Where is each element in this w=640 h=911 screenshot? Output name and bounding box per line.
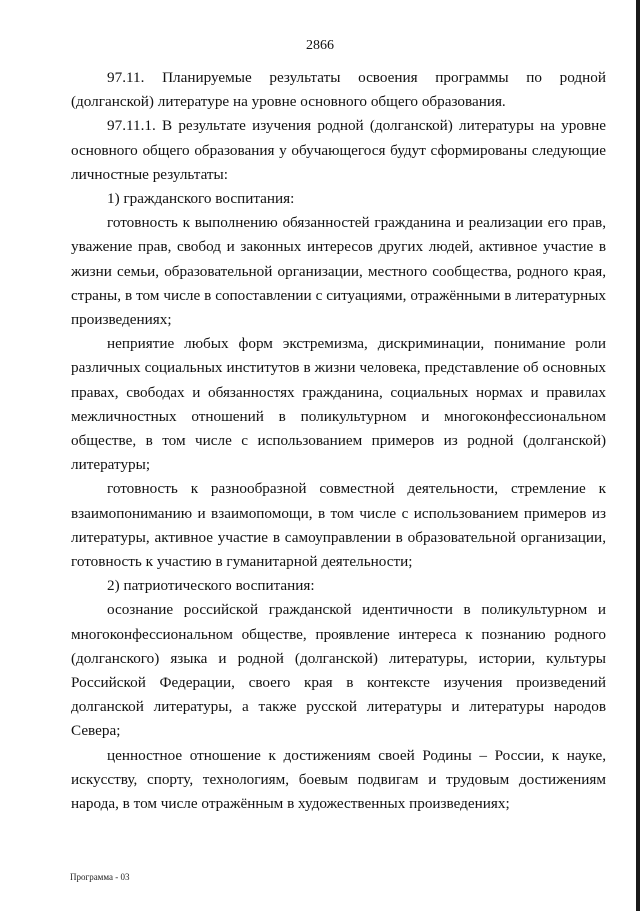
scan-edge-shadow bbox=[636, 0, 640, 911]
paragraph-section-heading: 97.11. Планируемые результаты освоения программы по родной (долганской) литературе на уровне основного общего образования. bbox=[71, 69, 606, 111]
paragraph-civic-extremism: неприятие любых форм экстремизма, дискриминации, понимание роли различных социальных институтов в жизни человека, представление об основных правах, свободах и обязанностях гражданина, социальных нормах и правилах межличностных отношений в поликультурном и многоконфессиональном обществе, в том числе с использованием примеров из родной (долганской) литературы; bbox=[71, 335, 606, 474]
footer-label: Программа - 03 bbox=[70, 872, 130, 882]
paragraph-patriotic-identity: осознание российской гражданской идентичности в поликультурном и многоконфессиональном обществе, проявление интереса к познанию родного (долганского) языка и родной (долганской) литературы, истории, культуры Российской Федерации, своего края в контексте изучения произведений долганской литературы, а также русской литературы и литературы народов Севера; bbox=[71, 601, 606, 740]
paragraph-patriotic-heading: 2) патриотического воспитания: bbox=[107, 577, 315, 595]
paragraph-civic-duties: готовность к выполнению обязанностей гражданина и реализации его прав, уважение прав, свобод и законных интересов других людей, активное участие в жизни семьи, образовательной организации, местного сообщества, родного края, страны, в том числе в сопоставлении с ситуациями, отражёнными в литературных произведениях; bbox=[71, 214, 606, 329]
page-number: 2866 bbox=[306, 38, 334, 53]
paragraph-civic-heading: 1) гражданского воспитания: bbox=[107, 190, 295, 208]
paragraph-civic-cooperation: готовность к разнообразной совместной деятельности, стремление к взаимопониманию и взаимопомощи, в том числе с использованием примеров из литературы, активное участие в самоуправлении в образовательной организации, готовность к участию в гуманитарной деятельности; bbox=[71, 480, 606, 571]
paragraph-patriotic-values: ценностное отношение к достижениям своей Родины – России, к науке, искусству, спорту, технологиям, боевым подвигам и трудовым достижениям народа, в том числе отражённым в художественных произведениях; bbox=[71, 746, 606, 813]
paragraph-intro: 97.11.1. В результате изучения родной (долганской) литературы на уровне основного общего образования у обучающегося будут сформированы следующие личностные результаты: bbox=[71, 117, 606, 183]
document-body bbox=[71, 66, 606, 816]
